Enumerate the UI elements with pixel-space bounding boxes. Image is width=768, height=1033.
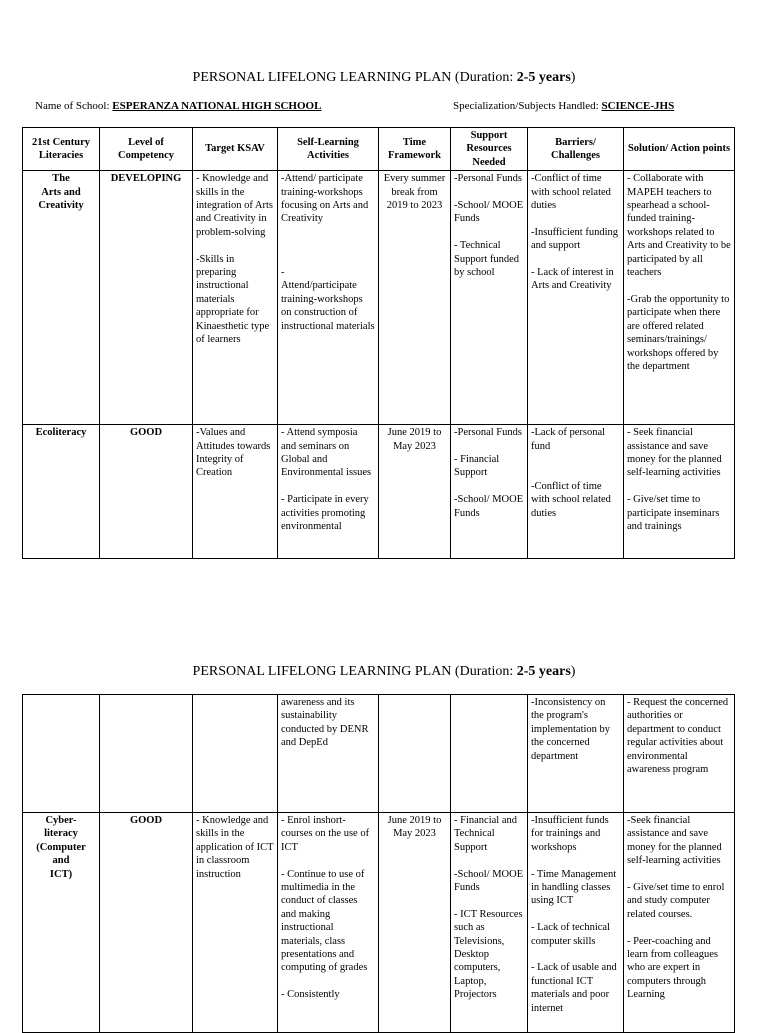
title-duration-label: Duration:: [459, 664, 517, 679]
title-prefix: PERSONAL LIFELONG LEARNING PLAN (: [192, 70, 460, 85]
solution-cell: [624, 695, 735, 813]
solution-text: - Request the concerned authorities or department to conduct regular activities about environmental awareness program: [627, 697, 731, 776]
spec-label: Specialization/Subjects Handled:: [453, 100, 602, 112]
header-literacies: 21st Century Literacies: [23, 128, 100, 171]
literacy-cell: [23, 813, 100, 1033]
ksav-cell: [193, 425, 278, 559]
spec-value: SCIENCE-JHS: [601, 100, 675, 112]
title-prefix: PERSONAL LIFELONG LEARNING PLAN (: [192, 664, 460, 679]
solution-text: - Seek financial assistance and save money for the planned self-learning activities - Give/set time to participate inseminars and trainings: [627, 427, 722, 533]
title-duration-value: 2-5 years: [516, 70, 571, 85]
resources-text: -Personal Funds - Financial Support -School/ MOOE Funds: [454, 427, 524, 519]
barriers-text: -Inconsistency on the program's implementation by the concerned department: [531, 697, 613, 762]
solution-text: - Collaborate with MAPEH teachers to spearhead a school-funded training-workshops related to Arts and Creativity to be participated by all teachers -Grab the opportunity to participate when there are offered related seminars/trainings/ workshops offered by the department: [627, 173, 731, 372]
activities-text: -Attend/ participate training-workshops focusing on Arts and Creativity - Attend/participate training-workshops on construction of instructional materials: [281, 173, 375, 332]
plan-table-2: [22, 694, 735, 1033]
header-level: Level of Competency: [100, 128, 193, 171]
solution-cell: [624, 425, 735, 559]
school-value: ESPERANZA NATIONAL HIGH SCHOOL: [112, 100, 322, 112]
activities-text: - Enrol inshort-courses on the use of ICT - Continue to use of multimedia in the conduct of classes and making instructional materials, class presentations and computing of grades - Consistently: [281, 815, 370, 1001]
activities-cell: [278, 813, 379, 1033]
literacy-cell: [23, 695, 100, 813]
header-solution: Solution/ Action points: [624, 128, 735, 171]
literacy-text: Ecoliteracy: [35, 427, 87, 439]
time-cell: June 2019 to May 2023: [379, 813, 451, 1033]
activities-text: awareness and its sustainability conducted by DENR and DepEd: [281, 697, 372, 749]
ksav-text: - Knowledge and skills in the integration of Arts and Creativity in problem-solving -Skills in preparing instructional materials appropriate for Kinaesthetic type of learners: [196, 173, 273, 346]
title-suffix: ): [570, 70, 576, 85]
resources-cell: [451, 695, 528, 813]
literacy-cell: [23, 425, 100, 559]
header-activities: Self-Learning Activities: [278, 128, 379, 171]
header-ksav: Target KSAV: [193, 128, 278, 171]
resources-text: - Financial and Technical Support -School/ MOOE Funds - ICT Resources such as Televisions, Desktop computers, Laptop, Projectors: [454, 815, 524, 1001]
barriers-cell: [528, 813, 624, 1033]
table-row: [23, 813, 735, 1033]
time-cell: Every summer break from 2019 to 2023: [379, 171, 451, 425]
solution-text: -Seek financial assistance and save money for the planned self-learning activities - Give/set time to enrol and study computer related courses. - Peer-coaching and learn from colleagues who are expert in computers through Learning: [627, 815, 725, 1001]
header-time: Time Framework: [379, 128, 451, 171]
page-title: [0, 70, 768, 86]
time-cell: June 2019 to May 2023: [379, 425, 451, 559]
resources-cell: [451, 813, 528, 1033]
resources-text: -Personal Funds -School/ MOOE Funds - Technical Support funded by school: [454, 173, 524, 279]
time-cell: [379, 695, 451, 813]
plan-table-1: [22, 127, 735, 559]
title-suffix: ): [570, 664, 576, 679]
literacy-text: The Arts and Creativity: [38, 173, 84, 212]
table-row: [23, 425, 735, 559]
resources-cell: [451, 171, 528, 425]
table-row: [23, 695, 735, 813]
activities-cell: [278, 695, 379, 813]
specialization-line: [453, 100, 674, 112]
activities-cell: [278, 425, 379, 559]
barriers-cell: [528, 425, 624, 559]
ksav-cell: [193, 171, 278, 425]
resources-cell: [451, 425, 528, 559]
literacy-cell: [23, 171, 100, 425]
header-barriers: Barriers/ Challenges: [528, 128, 624, 171]
page-title-2: [0, 664, 768, 680]
level-cell: GOOD: [100, 813, 193, 1033]
level-cell: DEVELOPING: [100, 171, 193, 425]
ksav-cell: [193, 695, 278, 813]
title-duration-value: 2-5 years: [516, 664, 571, 679]
barriers-text: -Conflict of time with school related duties -Insufficient funding and support - Lack of interest in Arts and Creativity: [531, 173, 618, 292]
activities-cell: [278, 171, 379, 425]
level-cell: GOOD: [100, 425, 193, 559]
ksav-cell: [193, 813, 278, 1033]
literacy-text: Cyber- literacy (Computer and ICT): [36, 815, 86, 880]
ksav-text: -Values and Attitudes towards Integrity of Creation: [196, 427, 273, 479]
school-name-line: [35, 100, 321, 112]
activities-text: - Attend symposia and seminars on Global and Environmental issues - Participate in every activities promoting environmental: [281, 427, 372, 533]
header-row: [23, 128, 735, 171]
solution-cell: [624, 171, 735, 425]
barriers-text: -Insufficient funds for trainings and workshops - Time Management in handling classes using ICT - Lack of technical computer skills - Lack of usable and functional ICT materials and poor internet: [531, 815, 617, 1014]
ksav-text: - Knowledge and skills in the application of ICT in classroom instruction: [196, 815, 276, 880]
table-row: [23, 171, 735, 425]
level-cell: [100, 695, 193, 813]
school-label: Name of School:: [35, 100, 113, 112]
title-duration-label: Duration:: [459, 70, 517, 85]
header-resources: Support Resources Needed: [451, 128, 528, 171]
barriers-cell: [528, 171, 624, 425]
solution-cell: [624, 813, 735, 1033]
barriers-cell: [528, 695, 624, 813]
barriers-text: -Lack of personal fund -Conflict of time with school related duties: [531, 427, 611, 519]
